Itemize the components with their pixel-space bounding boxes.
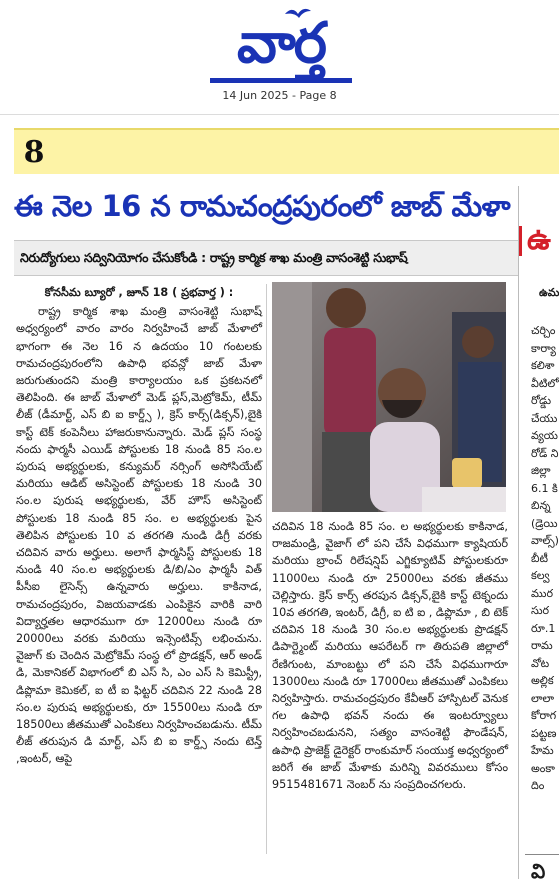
- article-column-right: [272, 518, 508, 793]
- article-body-left: రాష్ట్ర కార్మిక శాఖ మంత్రి వాసంశెట్టి సుభాష్ అధ్వర్యంలో వారం వారం నిర్వహించే జాబ్ మేళాలో భాగంగా ఈ నెల 16 న ఉదయం 10 గంటలకు రామచంద్రపురంలోని ఉపాధి భవన్లో జాబ్ మేళా జరుగుతుందని మంత్రి కార్యాలయం ఒక ప్రకటనలో తెలిపింది. ఈ జాబ్ మేళాలో మెడ్ ప్లస్,మెట్రోకెమ్, టీమ్ లీజ్ (డీమార్ట్, ఎస్ బి ఐ కార్డ్స్ ), క్రెస్ కార్స్(డిక్సన్),బైకి కాస్ట్ టెక్ కంపెనీలు హాజరుకానున్నారు. మెడ్ ప్లస్ సంస్థ నందు ఫార్మసీ ఎయిడ్ పోస్టులకు 18 నుండి 85 సం.ల పురుష అభ్యర్థులకు, కన్యుమర్ నర్సింగ్ అసోసియేట్ మరియు ఆడిట్ అసిస్టెంట్ పోస్టులకు 18 నుండి 30 సం.ల పురుష అభ్యర్థులకు, వేర్ హౌస్ అసిస్టెంట్ పోస్టులకు 18 నుండి 85 సం. ల అభ్యర్థులకు పైన తెలిపిన పోస్టులకు 10 వ తరగతి నుండి డిగ్రీ వరకు చదివిన వారు అర్హులు. అలాగే ఫార్మసిస్ట్ పోస్టులకు 18 నుండి 40 సం.ల అభ్యర్థులకు డి/బి/ఎం ఫార్మసీ విత్ పీసీఐ లైసెన్స్ ఉన్నవారు అర్హులు. కాకినాడ, రామచంద్రపురం, విజయవాడకు ఎంపికైన వారికి వారి విద్యార్హతల ఆధారముగా రూ 12000లు నుండి రూ 20000లు వరకు మరియు ఇన్సెంటివ్స్ లభించును. వైజాగ్ కు చెందిన మెట్రోకెమ్ సంస్థ లో ప్రొడక్షన్, ఆర్ అండ్ డి, మెకానికల్ విభాగంలో బి ఎస్ సి, ఎం ఎస్ సి కెమిస్ట్రీ, డిప్లొమా కెమికల్, ఐ టీ ఐ ఫిట్టర్ చదివిన 22 నుండి 28 సం.ల పురుష అభ్యర్థులకు, రూ 15500లు నుండి రూ 18500లు జీతముతో ఎంపికలు నిర్వహించబడును. టీమ్ లీజ్ తరుపున డి మార్ట్, ఎస్ బి ఐ కార్డ్స్ నందు టెన్త్ ,ఇంటర్, ఆపై: [16, 305, 262, 766]
- article-photo: [272, 282, 506, 512]
- adjacent-body-line: బీటీ: [531, 551, 548, 565]
- adjacent-headline: ఉ: [527, 222, 551, 257]
- adjacent-body-line: దిం: [531, 779, 545, 792]
- adjacent-accent-bar: [519, 226, 522, 256]
- adjacent-body-line: కలిశా: [531, 359, 555, 372]
- adjacent-body-line: అంకా: [531, 761, 555, 775]
- adjacent-byline: ఉమ: [539, 286, 559, 299]
- adjacent-body-line: రోడ్డు: [531, 394, 552, 407]
- adjacent-body-line: రూ.1: [531, 621, 556, 635]
- page-number: 8: [23, 135, 45, 170]
- article-headline: ఈ నెల 16 న రామచంద్రపురంలో జాబ్ మేళా: [14, 189, 511, 223]
- adjacent-body-line: వీటిలో: [531, 376, 559, 390]
- newspaper-logo: [206, 6, 356, 86]
- adjacent-body-line: రామ: [531, 639, 553, 652]
- adjacent-body-line: (డ్రెయి: [531, 516, 558, 530]
- adjacent-body-line: లాలా: [531, 691, 555, 705]
- adjacent-body-line: కోరాగ: [531, 709, 557, 722]
- column-divider: [266, 284, 267, 854]
- adjacent-body-line: జిల్లా: [531, 464, 551, 477]
- adjacent-box-text: వి: [531, 859, 546, 879]
- adjacent-body-line: చేయు: [531, 411, 558, 425]
- article-byline: కోనసీమ బ్యూరో , జూన్ 18 ( ప్రభవార్త ) :: [44, 286, 234, 299]
- adjacent-body-line: ముర: [531, 586, 553, 600]
- page-band: [14, 130, 559, 174]
- edition-dateline: 14 Jun 2025 - Page 8: [222, 89, 337, 102]
- adjacent-body-line: అల్లిక: [531, 674, 554, 687]
- adjacent-body-line: వ్యయ: [531, 429, 558, 442]
- adjacent-body-line: పట్టణ: [531, 726, 557, 740]
- logo-wordmark: వార్త: [237, 11, 325, 76]
- adjacent-body-line: బిన్న: [531, 499, 551, 512]
- article-body-right: చదివిన 18 నుండి 85 సం. ల అభ్యర్థులకు కాకినాడ, రాజమండ్రి, వైజాగ్ లో పని చేసే విధముగా క్యాషియర్ మరియు బ్రాంచ్ రిలేషన్షిప్ ఎగ్జిక్యూటివ్ పోస్టులకురూ 11000లు నుండి రూ 25000లు వరకు జీతము చెల్లిస్తారు. క్రెస్ కార్స్ తరపున డిక్సన్,బైకి కాస్ట్ టెక్నందు 10వ తరగతి, ఇంటర్, డిగ్రీ, ఐ టి ఐ , డిప్లొమా , బి టెక్ చదివిన 18 నుండి 30 సం.ల అభ్యర్థులకు ప్రొడక్షన్ డిపార్ట్మెంట్ మరియు ఆపరేటర్ గా తిరుపతి జిల్లాలో రేణిగుంట, మాంబట్టు లో పని చేసే విధముగారూ 13000లు నుండి రూ 17000లు జీతముతో ఎంపికలు నిర్వహిస్తారు. రామచంద్రపురం కేవీఆర్ హాస్పిటల్ వెనుక గల ఉపాధి భవన్ నందు ఈ ఇంటర్వ్యూలు నిర్వహించబడునని, సత్యం వాసంశెట్టి ఫౌండేషన్, ఉపాధి ప్రాజెక్ట్ డైరెక్టర్ రాంకుమార్ సంయుక్త అధ్వర్యంలో జరిగే ఈ జాబ్ మేళాకు మరిన్ని వివరములు కోసం 9515481671 నెంబర్ ను సంప్రదించగలరు.: [272, 520, 508, 792]
- article-subheadline: నిరుద్యోగులు సద్వినియోగం చేసుకోండి : రాష్ట్ర కార్మిక శాఖ మంత్రి వాసంశెట్టి సుభాష్: [20, 250, 408, 265]
- adjacent-box: [525, 854, 559, 879]
- adjacent-body-line: చర్చిం: [531, 324, 556, 337]
- adjacent-body-line: వాల్స్): [531, 534, 559, 547]
- adjacent-body-line: సుర: [531, 604, 550, 617]
- minister-photo-illustration: [272, 282, 506, 512]
- article-column-left: [16, 284, 262, 768]
- masthead: [0, 0, 559, 110]
- adjacent-article-fragment: [518, 186, 559, 879]
- adjacent-body-line: హేమ: [531, 744, 554, 757]
- adjacent-body-line: రోడ్ ని: [531, 446, 559, 460]
- adjacent-body-line: కల్వ: [531, 569, 550, 582]
- article-subheadline-box: [14, 240, 519, 276]
- adjacent-body-line: కార్యా: [531, 341, 556, 355]
- header-separator: [0, 114, 559, 115]
- adjacent-body-line: 6.1 కి: [531, 481, 558, 495]
- adjacent-body: [531, 322, 559, 795]
- logo-underline: [210, 78, 352, 83]
- adjacent-body-line: వోట: [531, 656, 550, 670]
